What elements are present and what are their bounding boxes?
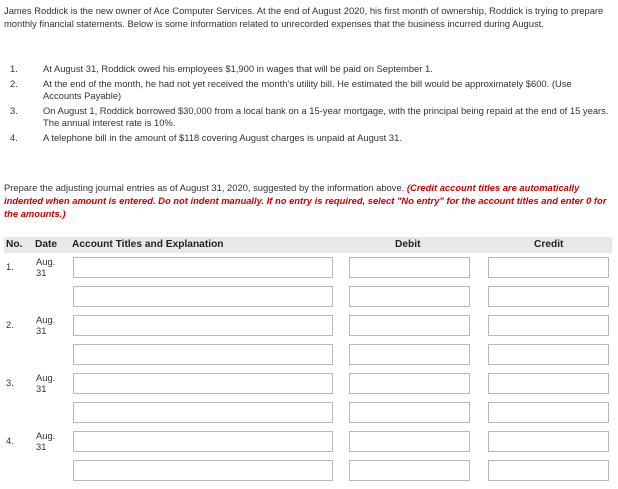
entry-month: Aug.: [36, 372, 56, 383]
header-debit: Debit: [395, 239, 421, 250]
item-number: 4.: [10, 132, 18, 143]
credit-amount-input[interactable]: [488, 402, 609, 423]
credit-amount-input[interactable]: [488, 431, 609, 452]
credit-amount-input[interactable]: [488, 315, 609, 336]
item-text: At the end of the month, he had not yet received the month's utility bill. He estimated the bill would be approximately $600. (Use Accounts Payable): [43, 78, 572, 101]
header-credit: Credit: [534, 239, 564, 250]
entry-day: 31: [36, 325, 47, 336]
item-number: 3.: [10, 105, 18, 116]
debit-amount-input[interactable]: [349, 344, 470, 365]
expense-item-1: [4, 63, 610, 75]
entry-month: Aug.: [36, 314, 56, 325]
entry-number: 3.: [6, 377, 14, 388]
account-title-input[interactable]: [73, 373, 333, 394]
header-no: No.: [6, 239, 23, 250]
header-account: Account Titles and Explanation: [72, 239, 224, 250]
entry-number: 1.: [6, 261, 14, 272]
entry-day: 31: [36, 383, 47, 394]
account-title-input[interactable]: [73, 315, 333, 336]
credit-amount-input[interactable]: [488, 257, 609, 278]
item-text: On August 1, Roddick borrowed $30,000 from a local bank on a 15-year mortgage, with the principal being repaid at the end of 15 years. The annual interest rate is 10%.: [43, 105, 609, 128]
entry-date: [36, 372, 55, 394]
item-text: At August 31, Roddick owed his employees $1,900 in wages that will be paid on September 1.: [43, 63, 433, 74]
expense-item-2: [4, 78, 610, 102]
account-title-input[interactable]: [73, 257, 333, 278]
expense-item-3: [4, 105, 610, 129]
expense-item-4: [4, 132, 610, 144]
entry-date: [36, 314, 55, 336]
account-title-input[interactable]: [73, 460, 333, 481]
header-date: Date: [35, 239, 58, 250]
entry-month: Aug.: [36, 256, 56, 267]
debit-amount-input[interactable]: [349, 402, 470, 423]
account-title-input[interactable]: [73, 344, 333, 365]
debit-amount-input[interactable]: [349, 460, 470, 481]
entry-number: 4.: [6, 435, 14, 446]
entry-date: [36, 256, 55, 278]
debit-amount-input[interactable]: [349, 286, 470, 307]
credit-amount-input[interactable]: [488, 460, 609, 481]
instructions: [4, 181, 610, 220]
account-title-input[interactable]: [73, 402, 333, 423]
item-number: 1.: [10, 63, 18, 74]
credit-amount-input[interactable]: [488, 373, 609, 394]
account-title-input[interactable]: [73, 286, 333, 307]
item-number: 2.: [10, 78, 18, 89]
entry-date: [36, 430, 55, 452]
debit-amount-input[interactable]: [349, 315, 470, 336]
entry-day: 31: [36, 441, 47, 452]
instructions-text: Prepare the adjusting journal entries as of August 31, 2020, suggested by the information above.: [4, 182, 405, 193]
journal-table-header: [4, 237, 612, 253]
debit-amount-input[interactable]: [349, 257, 470, 278]
debit-amount-input[interactable]: [349, 373, 470, 394]
entry-day: 31: [36, 267, 47, 278]
entry-month: Aug.: [36, 430, 56, 441]
entry-number: 2.: [6, 319, 14, 330]
problem-intro: James Roddick is the new owner of Ace Computer Services. At the end of August 2020, his first month of ownership, Roddick is trying to prepare monthly financial statements. Below is some information related to unrecorded expenses that the business incurred during August.: [4, 5, 604, 29]
item-text: A telephone bill in the amount of $118 covering August charges is unpaid at August 31.: [43, 132, 402, 143]
instructions-note: (Credit account titles are automatically indented when amount is entered. Do not indent manually. If no entry is required, select "No entry" for the account titles and enter 0 for the amounts.): [4, 182, 607, 219]
debit-amount-input[interactable]: [349, 431, 470, 452]
credit-amount-input[interactable]: [488, 286, 609, 307]
credit-amount-input[interactable]: [488, 344, 609, 365]
expense-items-list: [4, 63, 610, 147]
account-title-input[interactable]: [73, 431, 333, 452]
